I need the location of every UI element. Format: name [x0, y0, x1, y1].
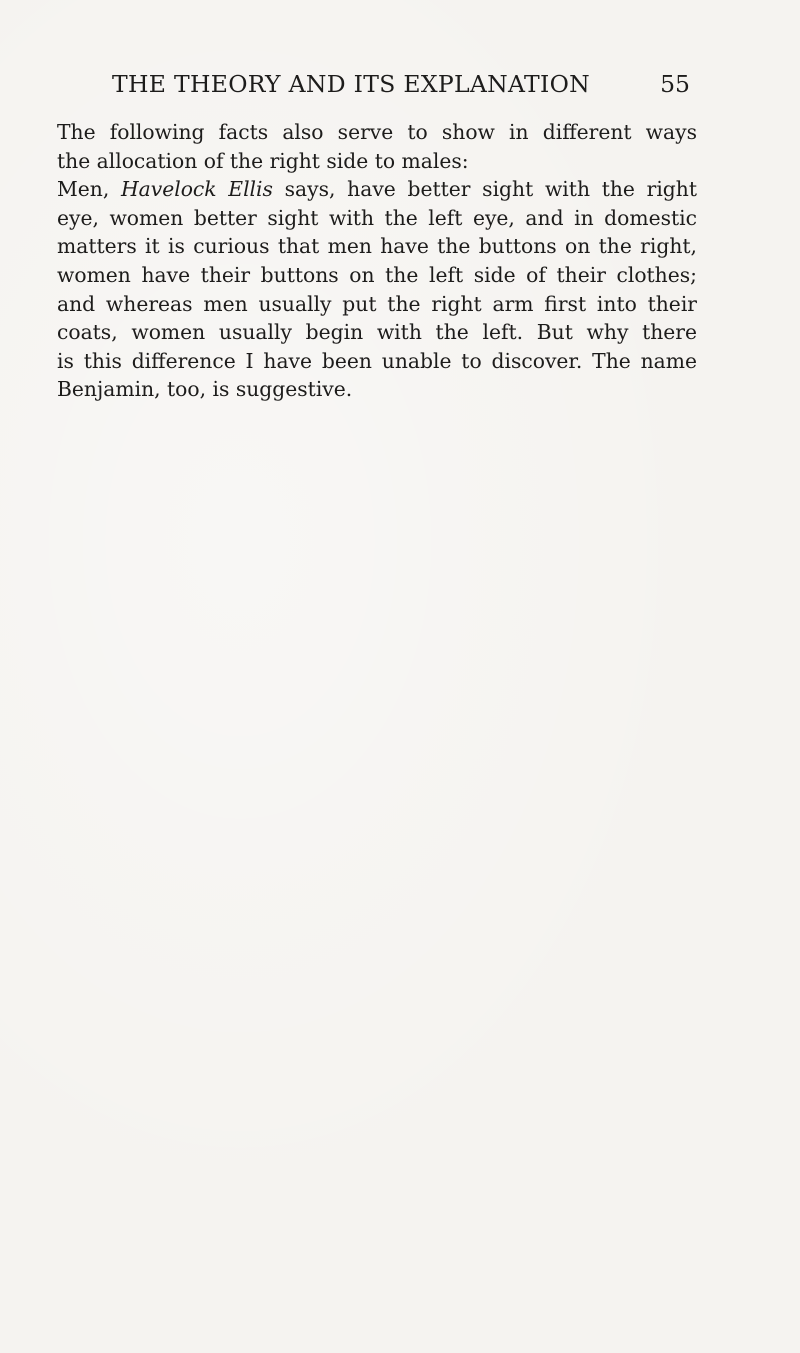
body-text [57, 118, 697, 404]
text-line: coats, women usually begin with the left. But why there [57, 320, 697, 345]
text-line: is this difference I have been unable to discover. The name [57, 348, 697, 373]
text-line: eye, women better sight with the left eye, and in domestic [57, 205, 697, 230]
text-line: and whereas men usually put the right arm first into their [57, 291, 697, 316]
text-line [57, 175, 697, 204]
text-span: Men, [57, 177, 121, 202]
running-title: THE THEORY AND ITS EXPLANATION [112, 70, 591, 98]
text-line: the allocation of the right side to males: [57, 148, 469, 173]
author-name: Havelock Ellis [120, 177, 273, 202]
text-line: The following facts also serve to show in different ways [57, 120, 697, 144]
text-line: women have their buttons on the left side of their clothes; [57, 262, 697, 287]
text-span: says, have better sight with the right [272, 177, 698, 202]
running-head [112, 70, 690, 106]
text-line: matters it is curious that men have the buttons on the right, [57, 234, 697, 259]
text-line: Benjamin, too, is suggestive. [57, 377, 353, 402]
page-number: 55 [660, 70, 690, 98]
